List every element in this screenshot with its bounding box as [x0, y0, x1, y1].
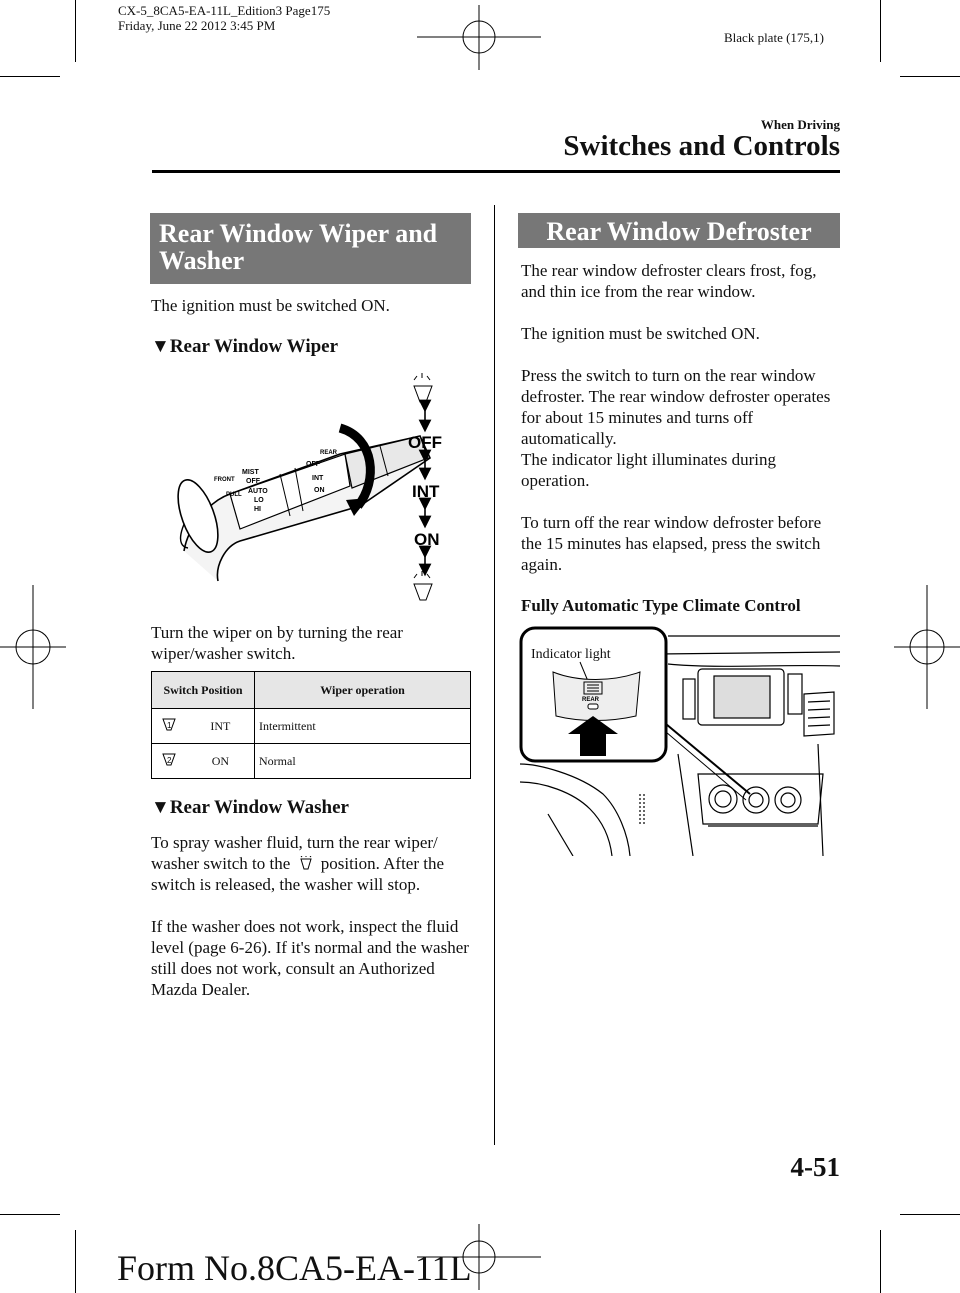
- defroster-p3: Press the switch to turn on the rear window defroster. The rear window defroster operates for about 15 minutes and turns off automatically.: [521, 366, 831, 448]
- triangle-icon: ▼: [151, 336, 170, 357]
- position-1-number: 1: [167, 721, 172, 730]
- lever-rear-int-label: INT: [312, 475, 324, 482]
- washer-instructions: To spray washer fluid, turn the rear wiper/ washer switch to the position. After the switch is released, the washer will stop.: [151, 833, 445, 894]
- washer-icon-bottom: [414, 571, 432, 600]
- print-file-line: CX-5_8CA5-EA-11L_Edition3 Page175: [118, 3, 331, 18]
- lever-rear-off-label: OFF: [306, 461, 320, 468]
- washer-icon-top: [414, 373, 432, 402]
- header-switch-position: Switch Position: [152, 672, 255, 709]
- wiper-instructions: Turn the wiper on by turning the rear wiper/washer switch.: [151, 623, 403, 663]
- defroster-p5: To turn off the rear window defroster before the 15 minutes has elapsed, press the switch again.: [521, 513, 822, 574]
- section-label: When Driving: [760, 117, 840, 132]
- washer-position-icon: [295, 856, 317, 870]
- lever-rear-on-label: ON: [314, 487, 325, 494]
- rear-switch-label: REAR: [582, 697, 600, 703]
- washer-troubleshoot: If the washer does not work, inspect the fluid level (page 6-26). If it's normal and the washer still does not work, consult an Authorized Mazda Dealer.: [151, 917, 469, 999]
- lever-lo-label: LO: [254, 497, 264, 504]
- section-banner-defroster: Rear Window Defroster: [518, 213, 840, 248]
- label-off: OFF: [408, 433, 442, 452]
- lever-rear-label: REAR: [320, 450, 338, 456]
- cell-operation: Intermittent: [255, 709, 471, 744]
- lever-pull-label: PULL: [226, 492, 242, 498]
- lever-off-label: OFF: [246, 478, 260, 485]
- label-int: INT: [412, 482, 440, 501]
- lever-mist-label: MIST: [242, 469, 259, 476]
- cell-operation: Normal: [255, 744, 471, 779]
- position-1-icon: [162, 716, 176, 732]
- form-number: Form No.8CA5-EA-11L: [117, 1248, 472, 1288]
- defroster-p4: The indicator light illuminates during operation.: [521, 450, 776, 490]
- print-date-line: Friday, June 22 2012 3:45 PM: [118, 18, 276, 33]
- lever-front-label: FRONT: [214, 477, 235, 483]
- page-number: 4-51: [790, 1152, 840, 1182]
- subheading-rear-wiper: ▼Rear Window Wiper: [151, 336, 339, 357]
- subheading-rear-washer: ▼Rear Window Washer: [151, 797, 349, 818]
- triangle-icon: ▼: [151, 797, 170, 818]
- cell-position: ON: [187, 744, 255, 779]
- column-divider: [494, 205, 495, 1145]
- ignition-note: The ignition must be switched ON.: [151, 296, 390, 315]
- section-banner-wiper: Rear Window Wiper and Washer: [150, 213, 471, 284]
- wiper-operation-table: [151, 671, 471, 779]
- header-rule: [152, 170, 840, 173]
- table-row: [152, 709, 471, 744]
- wiper-lever-figure: [170, 366, 470, 611]
- position-2-icon: [162, 751, 176, 767]
- defroster-p1: The rear window defroster clears frost, fog, and thin ice from the rear window.: [521, 261, 817, 301]
- lever-auto-label: AUTO: [248, 488, 268, 495]
- label-on: ON: [414, 530, 440, 549]
- lever-hi-label: HI: [254, 506, 261, 513]
- defroster-p2: The ignition must be switched ON.: [521, 324, 760, 343]
- table-row: [152, 744, 471, 779]
- dashboard-figure: [518, 624, 840, 856]
- section-title: Switches and Controls: [563, 130, 840, 162]
- indicator-light-label: Indicator light: [531, 647, 611, 662]
- header-wiper-operation: Wiper operation: [255, 672, 471, 709]
- position-2-number: 2: [167, 756, 172, 765]
- cell-position: INT: [187, 709, 255, 744]
- climate-control-heading: Fully Automatic Type Climate Control: [521, 596, 801, 615]
- plate-label: Black plate (175,1): [724, 30, 824, 45]
